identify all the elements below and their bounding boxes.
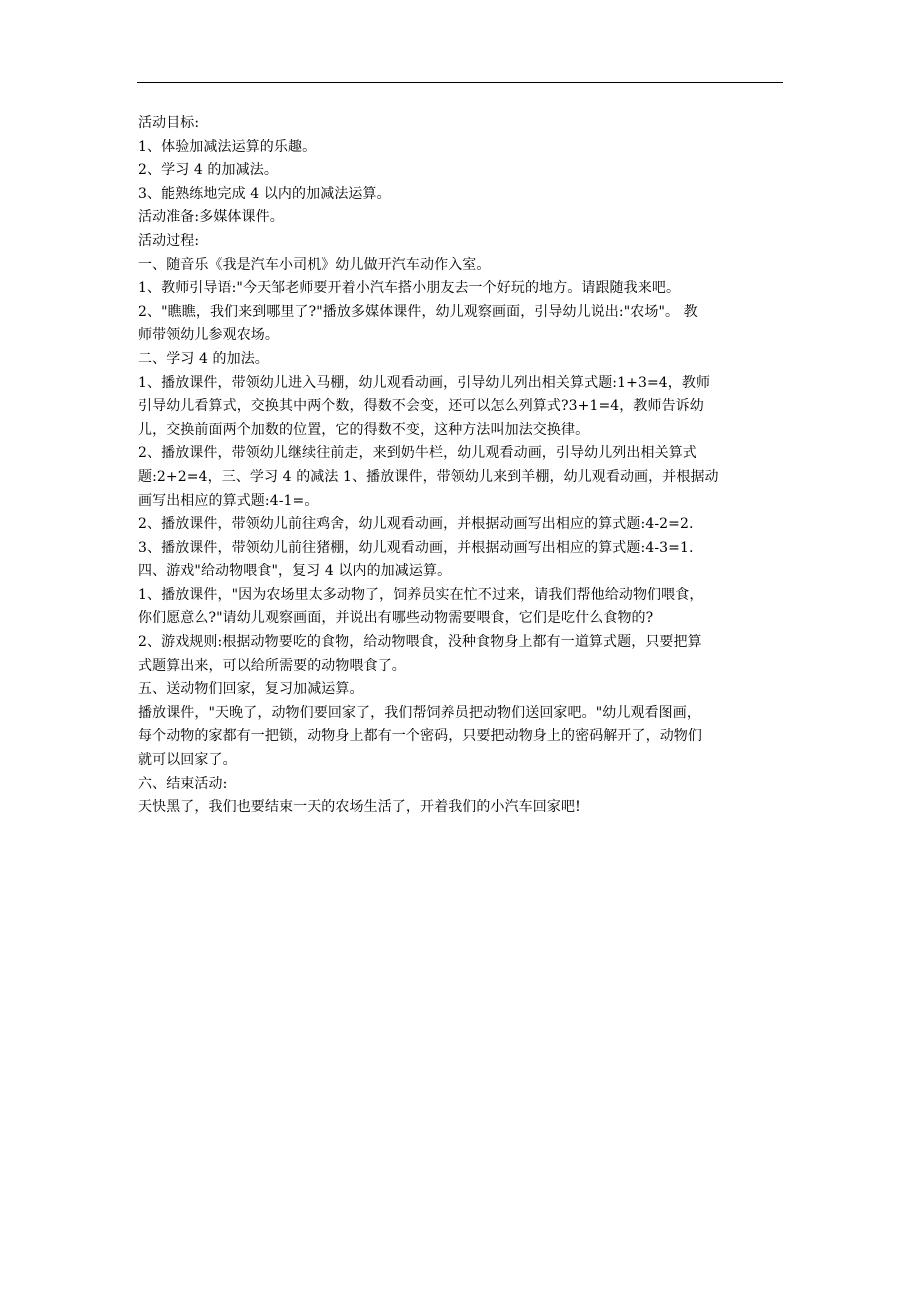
section-heading: 活动过程: (138, 232, 200, 249)
text-line: 就可以回家了。 (138, 752, 237, 769)
text-line: 1、体验加减法运算的乐趣。 (138, 138, 317, 155)
header-rule (137, 82, 783, 83)
section-heading: 活动准备:多媒体课件。 (138, 209, 284, 226)
text-line: 3、播放课件，带领幼儿前往猪棚，幼儿观看动画，并根据动画写出相应的算式题:4-3=1. (138, 539, 694, 556)
text-line: 1、教师引导语:"今天邹老师要开着小汽车搭小朋友去一个好玩的地方。请跟随我来吧。 (138, 280, 681, 297)
text-line: 2、游戏规则:根据动物要吃的食物，给动物喂食，没种食物身上都有一道算式题，只要把算 (138, 634, 702, 651)
text-line: 你们愿意么?"请幼儿观察画面，并说出有哪些动物需要喂食，它们是吃什么食物的? (138, 610, 654, 627)
text-line: 天快黑了，我们也要结束一天的农场生活了，开着我们的小汽车回家吧! (138, 799, 581, 816)
document-body (138, 112, 786, 820)
text-line: 画写出相应的算式题:4-1=。 (138, 492, 319, 509)
section-heading: 一、随音乐《我是汽车小司机》幼儿做开汽车动作入室。 (138, 256, 491, 273)
text-line: 3、能熟练地完成 4 以内的加减法运算。 (138, 185, 391, 202)
text-line: 式题算出来，可以给所需要的动物喂食了。 (138, 657, 406, 674)
section-heading: 六、结束活动: (138, 775, 228, 792)
text-line: 1、播放课件，"因为农场里太多动物了，饲养员实在忙不过来，请我们帮他给动物们喂食， (138, 586, 704, 603)
text-line: 2、播放课件，带领幼儿前往鸡舍，幼儿观看动画，并根据动画写出相应的算式题:4-2=2. (138, 516, 694, 533)
text-line: 引导幼儿看算式，交换其中两个数，得数不会变，还可以怎么列算式?3+1=4，教师告诉幼 (138, 398, 704, 415)
text-line: 2、学习 4 的加减法。 (138, 162, 278, 179)
text-line: 2、播放课件，带领幼儿继续往前走，来到奶牛栏，幼儿观看动画，引导幼儿列出相关算式 (138, 445, 697, 462)
text-line: 播放课件，"天晚了，动物们要回家了，我们帮饲养员把动物们送回家吧。"幼儿观看图画， (138, 704, 701, 721)
section-heading: 五、送动物们回家，复习加减运算。 (138, 681, 364, 698)
section-heading: 二、学习 4 的加法。 (138, 350, 269, 367)
text-line: 1、播放课件，带领幼儿进入马棚，幼儿观看动画，引导幼儿列出相关算式题:1+3=4，教师 (138, 374, 711, 391)
text-line: 师带领幼儿参观农场。 (138, 327, 279, 344)
section-heading: 四、游戏"给动物喂食"，复习 4 以内的加减运算。 (138, 563, 452, 580)
text-line: 每个动物的家都有一把锁，动物身上都有一个密码，只要把动物身上的密码解开了，动物们 (138, 728, 702, 745)
text-line: 题:2+2=4，三、学习 4 的减法 1、播放课件，带领幼儿来到羊棚，幼儿观看动画，并根据动 (138, 468, 719, 485)
section-heading: 活动目标: (138, 115, 200, 131)
text-line: 儿，交换前面两个加数的位置，它的得数不变，这种方法叫加法交换律。 (138, 421, 590, 438)
text-line: 2、"瞧瞧，我们来到哪里了?"播放多媒体课件，幼儿观察画面，引导幼儿说出:"农场"。 教 (138, 303, 698, 320)
